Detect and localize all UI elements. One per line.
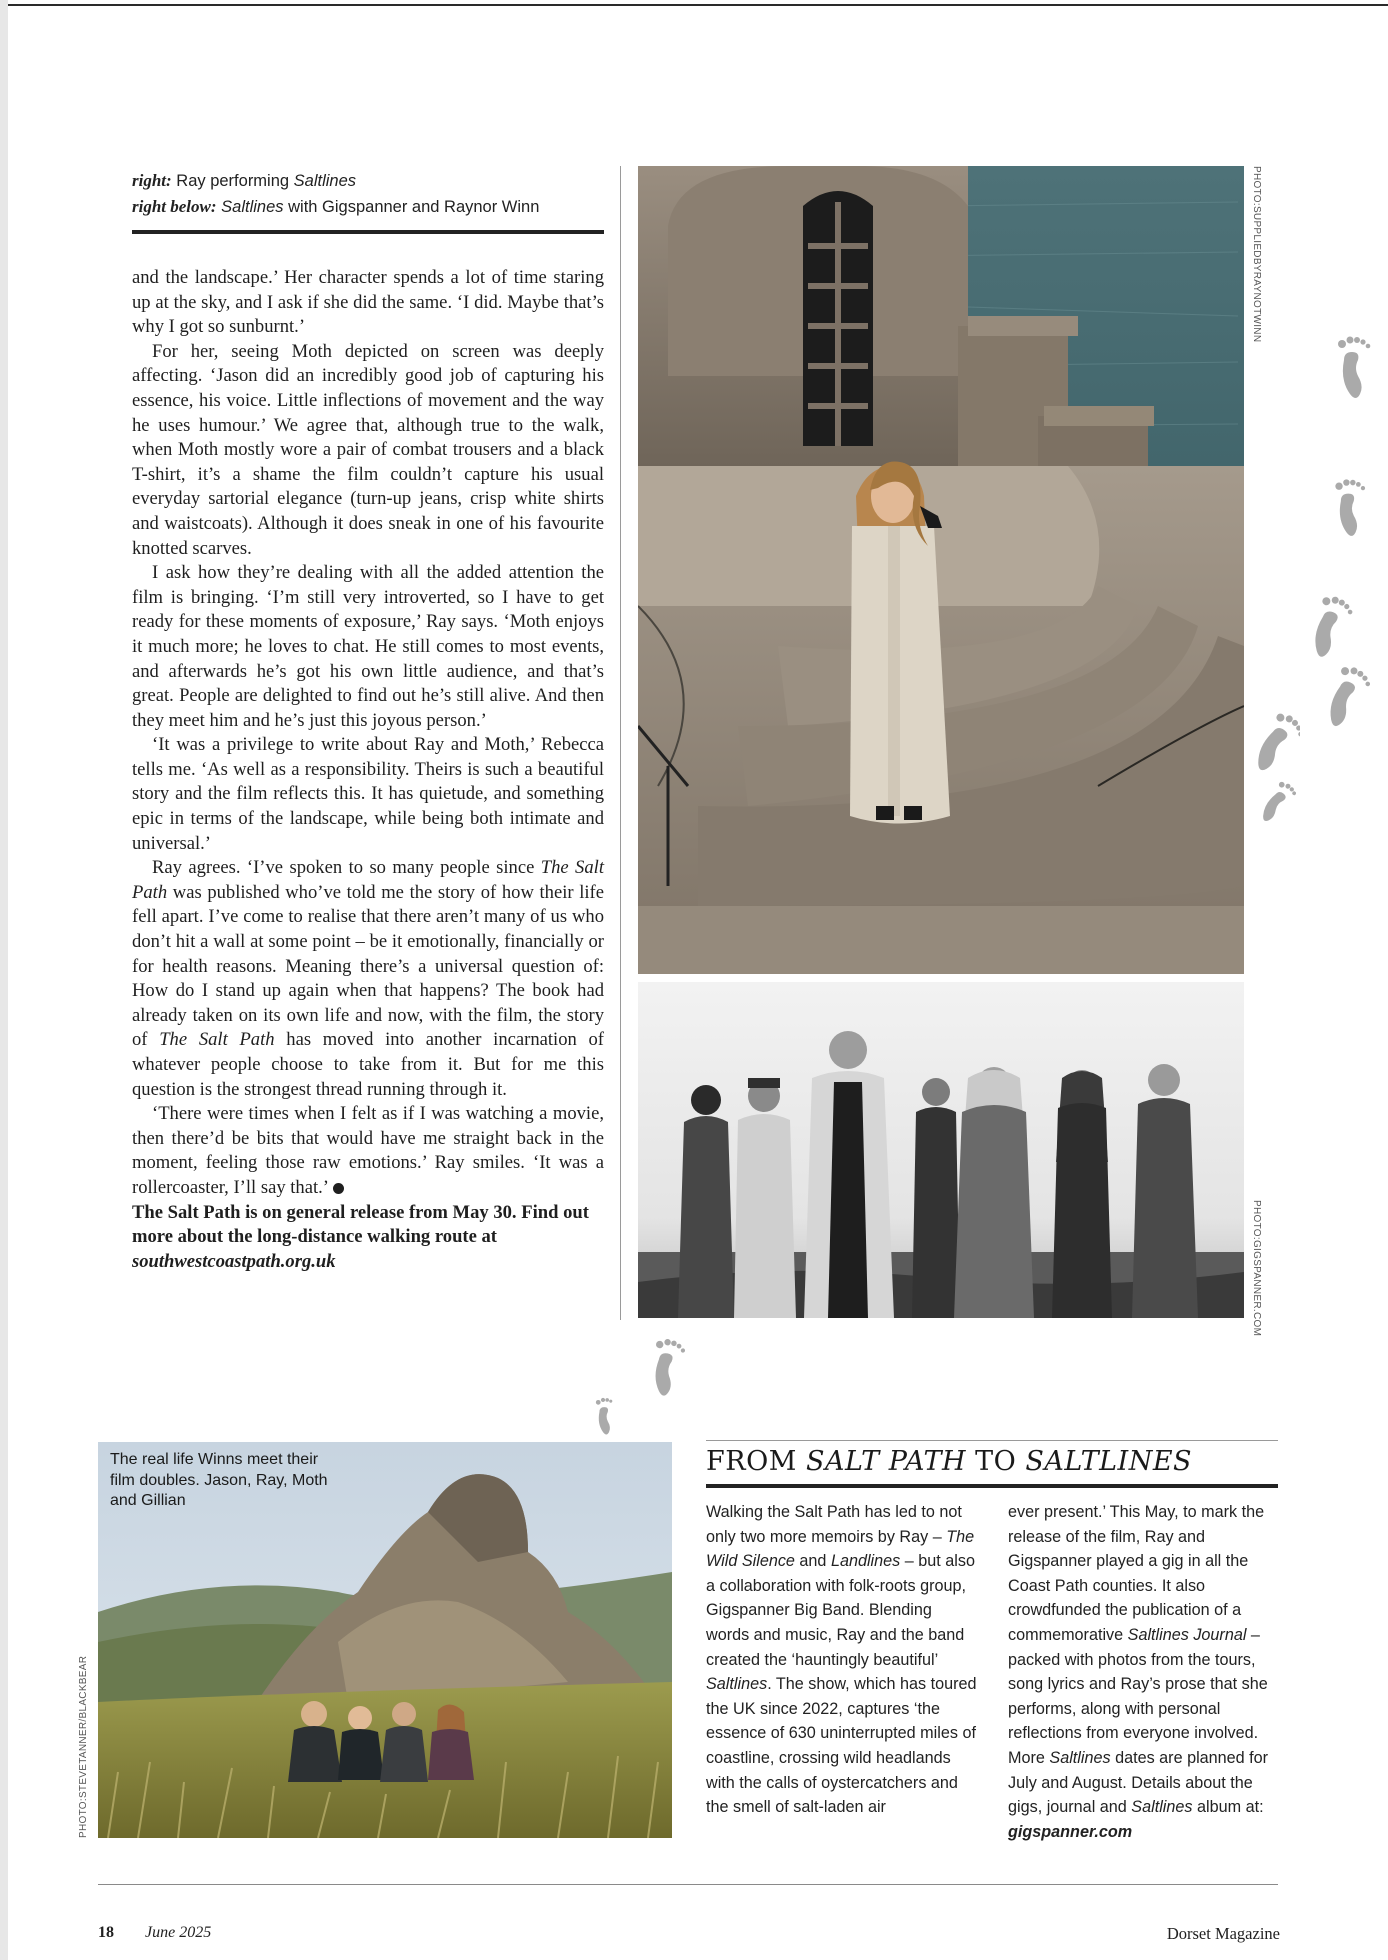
release-info: The Salt Path is on general release from May 30. Find out more about the long-distance walking route at southwestcoastpath.org.uk <box>132 1201 589 1272</box>
paragraph: ‘There were times when I felt as if I was watching a movie, then there’d be bits that would have me straight back in the moment, feeling those raw emotions.’ Ray smiles. ‘It was a rollercoaster, I’ll say that.’ <box>132 1103 604 1198</box>
footer-rule <box>98 1884 1278 1885</box>
footprint-icon <box>1328 470 1374 554</box>
band-photo <box>638 982 1244 1318</box>
page-top-border <box>0 0 1388 6</box>
caption-rule <box>132 230 604 234</box>
footprint-icon <box>644 1330 690 1414</box>
boxout-title: FROM SALT PATH TO SALTLINES <box>706 1446 1193 1477</box>
magazine-name: Dorset Magazine <box>1166 1924 1280 1943</box>
article-body <box>132 266 604 1274</box>
paragraph: ‘It was a privilege to write about Ray and Moth,’ Rebecca tells me. ‘As well as a responsibility. Theirs is such a beautiful story and the film reflects this. It has quietude, and something epic in terms of the landscape, while being both intimate and universal.’ <box>132 734 604 854</box>
boxout-column-1: Walking the Salt Path has led to not only two more memoirs by Ray – The Wild Silence and Landlines – but also a collaboration with folk-roots group, Gigspanner Big Band. Blending words and music, Ray and the band created the ‘hauntingly beautiful’ Saltlines. The show, which has toured the UK since 2022, captures ‘the essence of 630 uninterrupted miles of coastline, crossing wild headlands with the calls of oystercatchers and the smell of salt-laden air <box>706 1503 977 1817</box>
website-link[interactable]: gigspanner.com <box>1008 1822 1133 1841</box>
caption-right-below: right below: Saltlines with Gigspanner and Raynor Winn <box>132 197 540 216</box>
footprint-icon <box>1320 660 1370 744</box>
paragraph: I ask how they’re dealing with all the added attention the film is bringing. ‘I’m still very introverted, so I have to get ready for these moments of exposure,’ Ray says. ‘Moth enjoys it much more; he loves to chat. He still comes to most events, and afterwards he’s got his own little audience, and that’s great. People are delighted to find out he’s still alive. And then they meet him and he’s just this joyous person.’ <box>132 562 604 731</box>
boxout-column-2: ever present.’ This May, to mark the release of the film, Ray and Gigspanner played a gig in all the Coast Path counties. It also crowdfunded the publication of a commemorative Saltlines Journal – packed with photos from the tours, song lyrics and Ray’s prose that she performs, along with personal reflections from everyone involved. More Saltlines dates are planned for July and August. Details about the gigs, journal and Saltlines album at: gigspanner.com <box>1008 1503 1269 1841</box>
website-link[interactable]: southwestcoastpath.org.uk <box>132 1250 336 1272</box>
valley-caption: The real life Winns meet their film doubles. Jason, Ray, Moth and Gillian <box>110 1451 328 1509</box>
performance-photo <box>638 166 1244 974</box>
footprint-icon <box>586 1394 626 1444</box>
caption-right: right: Ray performing Saltlines <box>132 171 357 190</box>
column-divider <box>620 166 621 1320</box>
end-mark-icon <box>333 1183 344 1194</box>
boxout-top-rule <box>706 1440 1278 1441</box>
photo-credit: PHOTO:SUPPLIEDBYRAYNOTWINN <box>1251 166 1262 343</box>
footprint-icon <box>1256 776 1296 836</box>
photo-credit: PHOTO:STEVETANNER/BLACKBEAR <box>78 1655 89 1838</box>
issue-date: June 2025 <box>145 1924 212 1941</box>
photo-credit: PHOTO:GIGSPANNER.COM <box>1251 1200 1262 1337</box>
page-left-margin <box>0 0 8 1960</box>
boxout-rule <box>706 1484 1278 1488</box>
page-number: 18 <box>98 1924 114 1941</box>
footprint-icon <box>1330 330 1380 414</box>
paragraph: and the landscape.’ Her character spends a lot of time staring up at the sky, and I ask if she did the same. ‘I did. Maybe that’s why I got so sunburnt.’ <box>132 267 604 338</box>
photo-captions <box>132 168 604 220</box>
paragraph: Ray agrees. ‘I’ve spoken to so many people since The Salt Path was published who’ve told me the story of how their life fell apart. I’ve come to realise that there aren’t many of us who don’t hit a wall at some point – be it emotionally, financially or for health reasons. Meaning there’s a universal question of: How do I stand up again when that happens? The book had already taken on its own life and now, with the film, the story of The Salt Path has moved into another incarnation of whatever people choose to take from it. But for me this question is the strongest thread running through it. <box>132 857 604 1100</box>
paragraph: For her, seeing Moth depicted on screen was deeply affecting. ‘Jason did an incredibly good job of capturing his essence, his voice. Little inflections of movement and the way he uses humour.’ We agree that, although true to the walk, when Moth mostly wore a pair of combat trousers and a black T-shirt, it’s a shame the film couldn’t capture his usual everyday sartorial elegance (turn-up jeans, crisp white shirts and waistcoats). Although it does sneak in one of his favourite knotted scarves. <box>132 340 604 559</box>
